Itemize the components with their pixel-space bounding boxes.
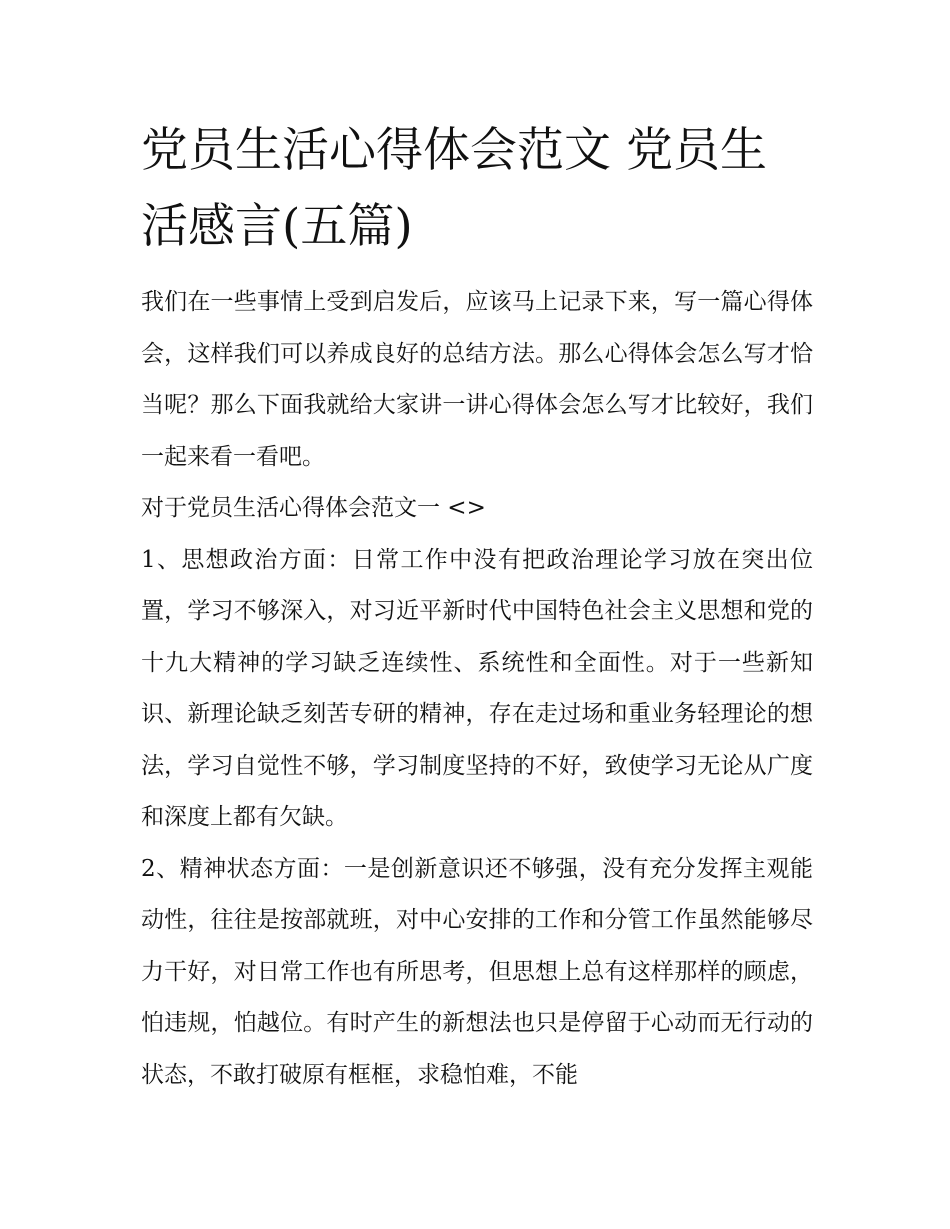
intro-paragraph: 我们在一些事情上受到启发后，应该马上记录下来，写一篇心得体会，这样我们可以养成良好的总结方法。那么心得体会怎么写才恰当呢？那么下面我就给大家讲一讲心得体会怎么写才比较好，我们一起来看一看吧。 (141, 289, 813, 470)
document-title: 党员生活心得体会范文 党员生活感言(五篇) (141, 123, 767, 254)
paragraph-mental-state: 2、精神状态方面：一是创新意识还不够强，没有充分发挥主观能动性，往往是按部就班，对中心安排的工作和分管工作虽然能够尽力干好，对日常工作也有所思考，但思想上总有这样那样的顾虑，怕违规，怕越位。有时产生的新想法也只是停留于心动而无行动的状态，不敢打破原有框框，求稳怕难，不能 (141, 855, 813, 1088)
paragraph-political-thought: 1、思想政治方面：日常工作中没有把政治理论学习放在突出位置，学习不够深入，对习近平新时代中国特色社会主义思想和党的十九大精神的学习缺乏连续性、系统性和全面性。对于一些新知识、新理论缺乏刻苦专研的精神，存在走过场和重业务轻理论的想法，学习自觉性不够，学习制度坚持的不好，致使学习无论从广度和深度上都有欠缺。 (141, 546, 813, 830)
section-heading: 对于党员生活心得体会范文一 <> (141, 495, 486, 521)
document-body (141, 113, 813, 1101)
